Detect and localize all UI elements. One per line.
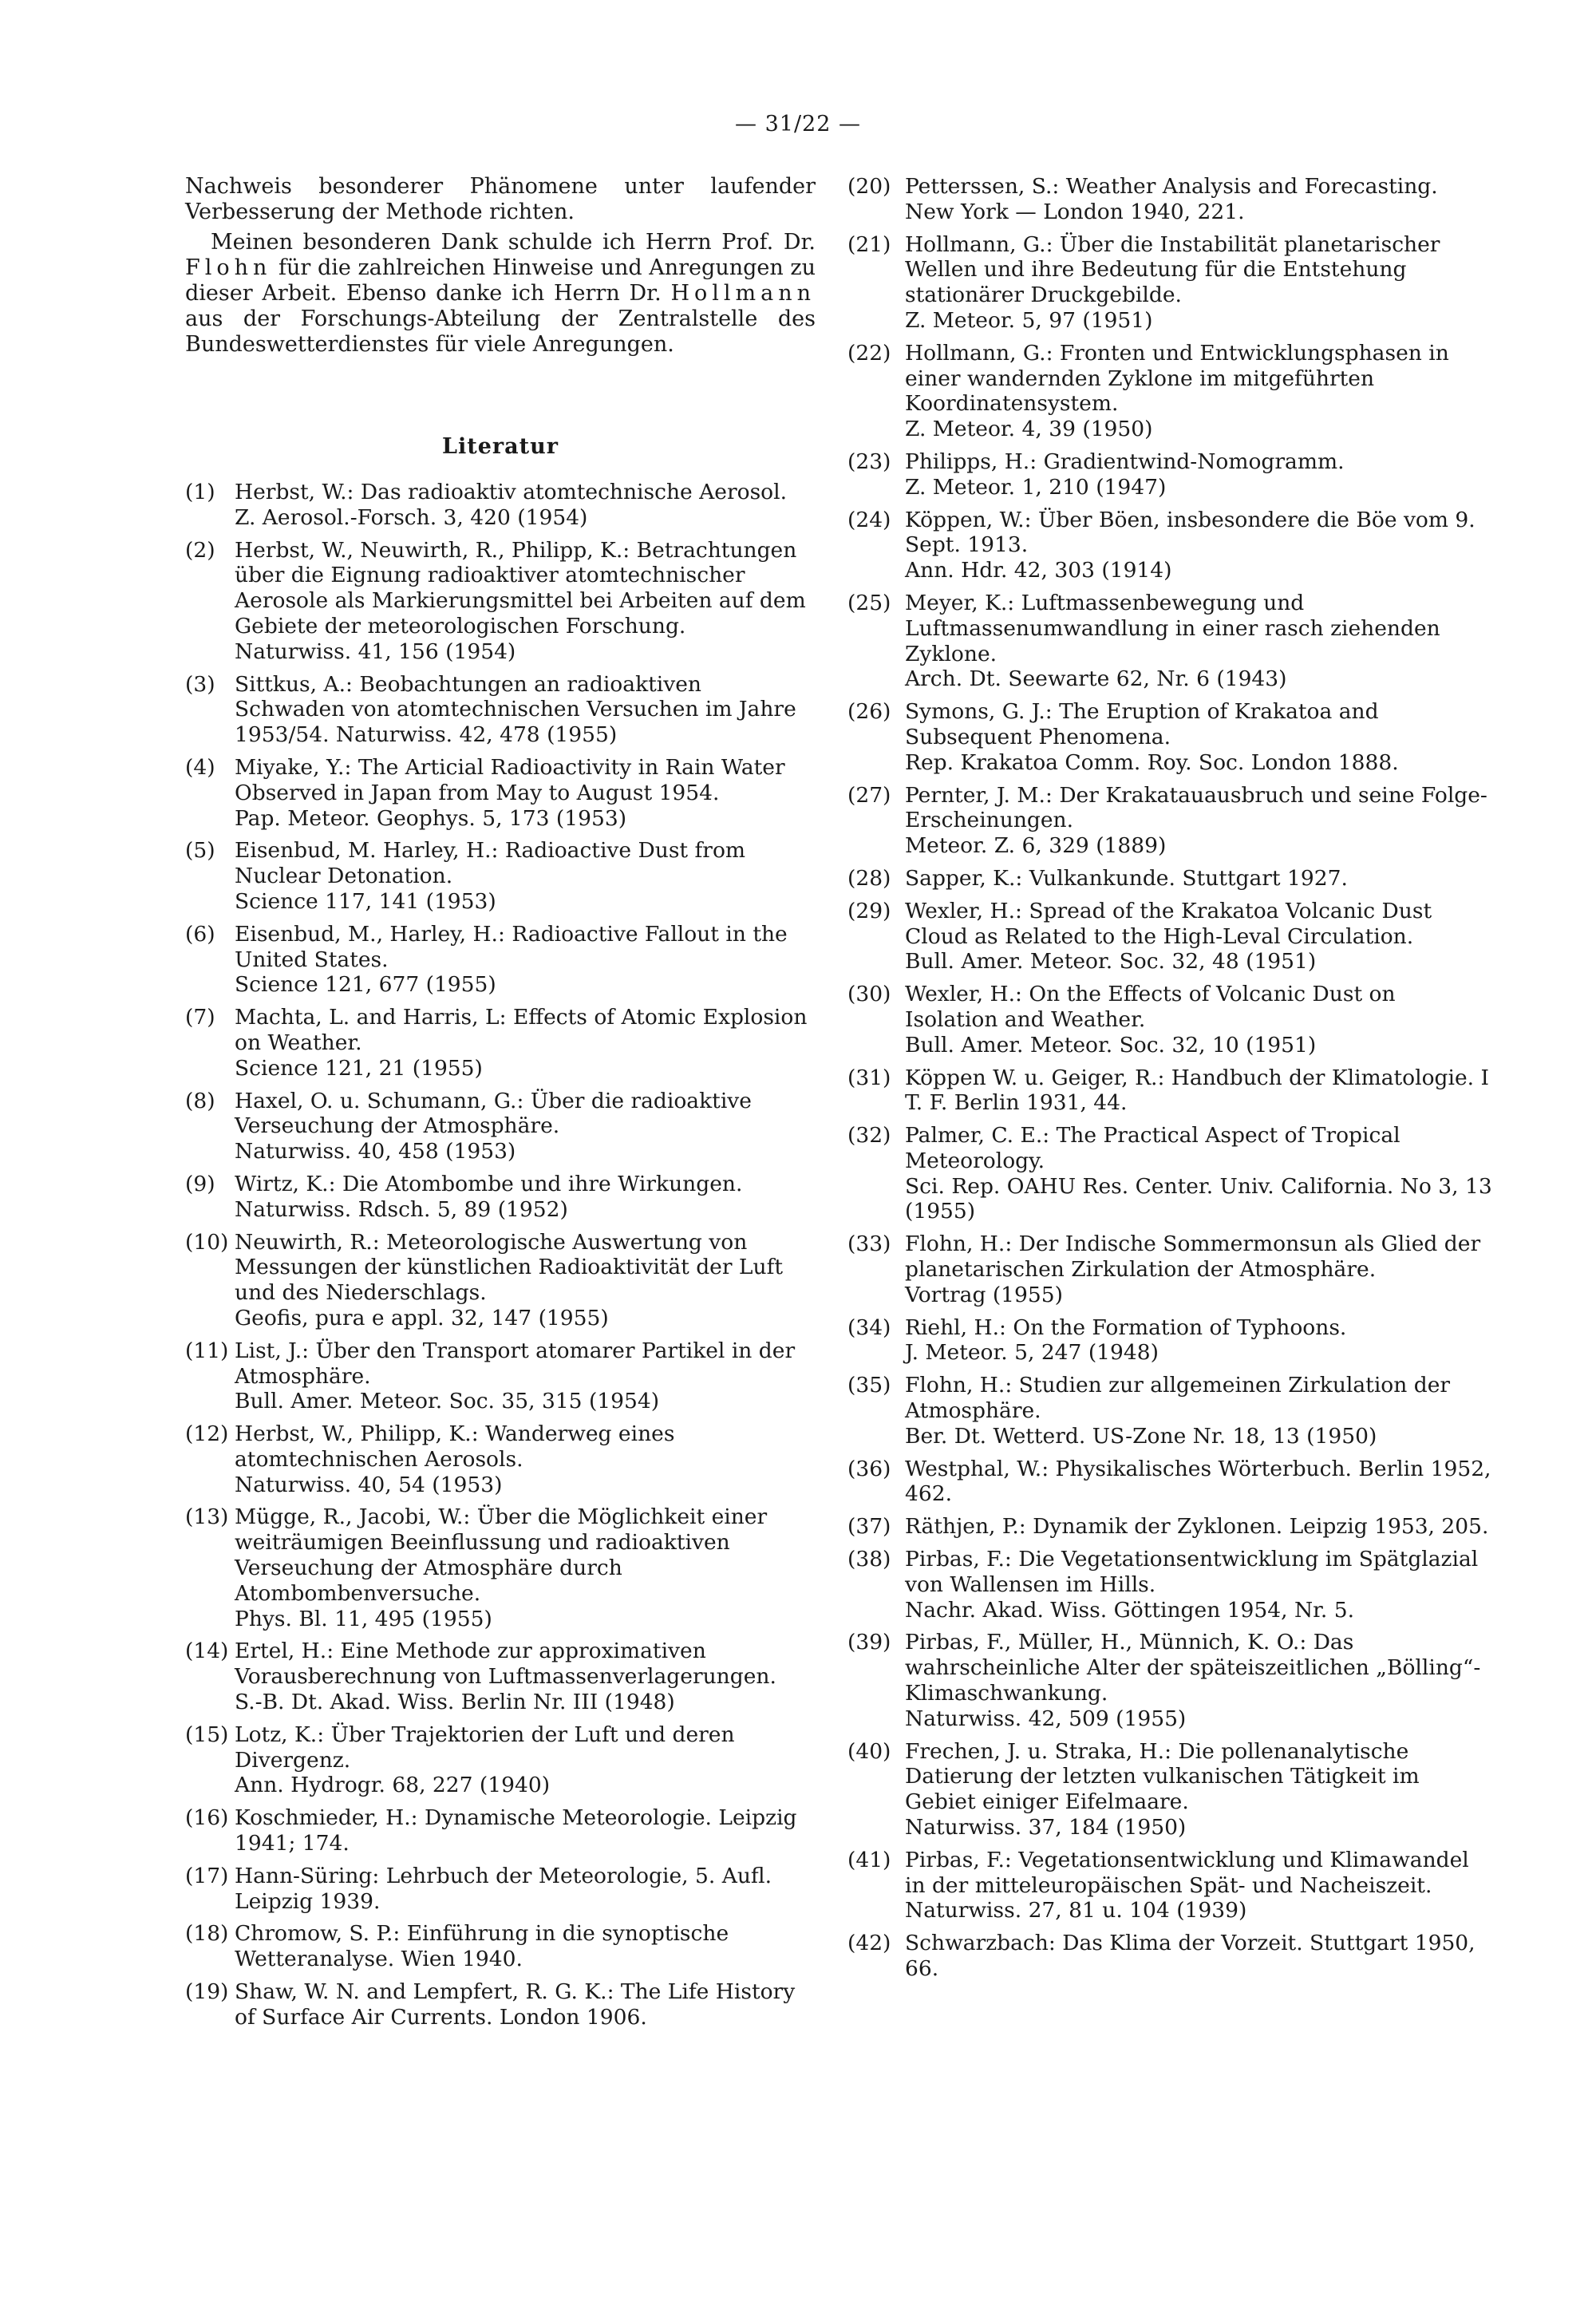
reference-item [847, 1457, 1492, 1508]
reference-number: (28) [847, 865, 891, 891]
reference-line: Koschmieder, H.: Dynamische Meteorologie. Leipzig 1941; 174. [235, 1805, 797, 1856]
reference-text [905, 449, 1492, 500]
reference-item [185, 1230, 816, 1331]
reference-item [847, 449, 1492, 500]
reference-line: Z. Meteor. 5, 97 (1951) [905, 307, 1153, 333]
reference-line: Köppen, W.: Über Böen, insbesondere die Böe vom 9. Sept. 1913. [905, 507, 1476, 558]
reference-text [905, 1065, 1492, 1117]
reference-item [185, 1421, 816, 1497]
right-column [847, 174, 1492, 1989]
reference-line: Ertel, H.: Eine Methode zur approximativen Vorausberechnung von Luftmassenverlagerungen. [235, 1639, 776, 1690]
reference-text [905, 1630, 1492, 1731]
reference-item [185, 838, 816, 914]
reference-text [235, 1421, 816, 1497]
reference-item [847, 1232, 1492, 1307]
reference-line: Sittkus, A.: Beobachtungen an radioaktiven Schwaden von atomtechnischen Versuchen im Jahre 1953/54. Naturwiss. 42, 478 (1955) [235, 671, 796, 748]
reference-text [235, 1722, 816, 1798]
reference-line: Pirbas, F., Müller, H., Münnich, K. O.: Das wahrscheinliche Alter der späteiszeitlichen „Bölling“-Klimaschwankung. [905, 1630, 1481, 1706]
reference-item [847, 508, 1492, 583]
reference-line: Naturwiss. 40, 54 (1953) [235, 1472, 503, 1497]
reference-item [847, 1630, 1492, 1731]
reference-number: (25) [847, 590, 891, 615]
reference-line: Herbst, W.: Das radioaktiv atomtechnische Aerosol. [235, 480, 788, 504]
reference-item [185, 1504, 816, 1631]
reference-number: (2) [185, 537, 215, 563]
reference-number: (9) [185, 1171, 215, 1196]
reference-text [905, 1123, 1492, 1224]
reference-text [905, 1547, 1492, 1623]
reference-number: (17) [185, 1863, 229, 1888]
reference-line: Philipps, H.: Gradientwind-Nomogramm. [905, 449, 1345, 474]
reference-text [235, 480, 816, 531]
reference-number: (27) [847, 782, 891, 808]
reference-text [905, 508, 1492, 583]
reference-line: Mügge, R., Jacobi, W.: Über die Möglichkeit einer weiträumigen Beeinflussung und radioaktiven Verseuchung der Atmosphäre durch Atombombenversuche. [235, 1504, 768, 1606]
reference-number: (13) [185, 1504, 229, 1530]
reference-line: Herbst, W., Philipp, K.: Wanderweg eines atomtechnischen Aerosols. [235, 1421, 675, 1472]
reference-line: Shaw, W. N. and Lempfert, R. G. K.: The Life History of Surface Air Currents. London 1906. [235, 1979, 796, 2030]
reference-number: (1) [185, 480, 215, 504]
reference-line: Pap. Meteor. Geophys. 5, 173 (1953) [235, 805, 627, 831]
reference-item [185, 1722, 816, 1798]
reference-text [235, 755, 816, 831]
reference-text [905, 699, 1492, 775]
reference-line: Riehl, H.: On the Formation of Typhoons. [905, 1315, 1347, 1340]
reference-text [235, 1805, 816, 1856]
reference-line: Wirtz, K.: Die Atombombe und ihre Wirkungen. [235, 1171, 743, 1196]
reference-line: Bull. Amer. Meteor. Soc. 32, 10 (1951) [905, 1032, 1317, 1058]
reference-number: (38) [847, 1547, 891, 1572]
reference-number: (19) [185, 1979, 229, 2005]
reference-item [847, 591, 1492, 692]
reference-text [905, 1514, 1492, 1540]
reference-line: Science 117, 141 (1953) [235, 888, 496, 914]
reference-text [905, 866, 1492, 892]
reference-item [847, 783, 1492, 859]
reference-number: (26) [847, 699, 891, 725]
reference-line: Rep. Krakatoa Comm. Roy. Soc. London 1888. [905, 749, 1399, 775]
reference-line: Pirbas, F.: Vegetationsentwicklung und Klimawandel in der mitteleuropäischen Spät- und Nacheiszeit. [905, 1847, 1469, 1898]
reference-number: (24) [847, 507, 891, 532]
reference-number: (35) [847, 1373, 891, 1398]
reference-item [185, 1979, 816, 2030]
reference-line: Naturwiss. 42, 509 (1955) [905, 1706, 1187, 1731]
reference-line: Pernter, J. M.: Der Krakatauausbruch und seine Folge-Erscheinungen. [905, 782, 1487, 833]
reference-number: (7) [185, 1005, 215, 1030]
reference-line: Ann. Hydrogr. 68, 227 (1940) [235, 1773, 551, 1798]
reference-number: (29) [847, 898, 891, 923]
reference-item [847, 982, 1492, 1058]
reference-number: (8) [185, 1088, 215, 1113]
reference-number: (37) [847, 1514, 891, 1540]
reference-item [847, 1514, 1492, 1540]
reference-number: (14) [185, 1639, 229, 1664]
reference-line: Naturwiss. 40, 458 (1953) [235, 1139, 516, 1164]
reference-text [235, 672, 816, 748]
reference-line: Meyer, K.: Luftmassenbewegung und Luftmassenumwandlung in einer rasch ziehenden Zyklone. [905, 590, 1440, 666]
reference-line: Schwarzbach: Das Klima der Vorzeit. Stuttgart 1950, 66. [905, 1931, 1476, 1981]
reference-text [905, 174, 1492, 225]
reference-text [905, 899, 1492, 975]
reference-number: (21) [847, 231, 891, 257]
reference-line: Meteor. Z. 6, 329 (1889) [905, 833, 1167, 859]
reference-item [185, 1338, 816, 1414]
reference-item [847, 1123, 1492, 1224]
reference-item [847, 699, 1492, 775]
reference-text [905, 1315, 1492, 1366]
reference-text [905, 1232, 1492, 1307]
reference-line: Bull. Amer. Meteor. Soc. 35, 315 (1954) [235, 1389, 660, 1414]
reference-number: (15) [185, 1722, 229, 1747]
reference-number: (33) [847, 1232, 891, 1257]
reference-line: Vortrag (1955) [905, 1282, 1063, 1307]
reference-line: Miyake, Y.: The Articial Radioactivity in Rain Water Observed in Japan from May to August 1954. [235, 754, 785, 805]
reference-item [185, 480, 816, 531]
reference-line: S.-B. Dt. Akad. Wiss. Berlin Nr. III (1948) [235, 1690, 675, 1715]
reference-line: Westphal, W.: Physikalisches Wörterbuch. Berlin 1952, 462. [905, 1456, 1491, 1507]
reference-item [847, 866, 1492, 892]
reference-item [847, 1373, 1492, 1449]
reference-item [185, 1639, 816, 1714]
reference-number: (42) [847, 1931, 891, 1956]
reference-item [847, 1848, 1492, 1923]
reference-text [235, 922, 816, 998]
reference-number: (20) [847, 174, 891, 199]
reference-number: (31) [847, 1065, 891, 1090]
reference-text [905, 591, 1492, 692]
reference-text [235, 538, 816, 665]
reference-text [235, 1921, 816, 1972]
reference-number: (11) [185, 1338, 229, 1363]
reference-text [905, 1739, 1492, 1840]
reference-line: Z. Meteor. 1, 210 (1947) [905, 474, 1167, 500]
reference-text [905, 1457, 1492, 1508]
reference-item [185, 672, 816, 748]
reference-item [185, 755, 816, 831]
reference-line: Ann. Hdr. 42, 303 (1914) [905, 558, 1172, 583]
reference-line: Hollmann, G.: Über die Instabilität planetarischer Wellen und ihre Bedeutung für die Entstehung stationärer Druckgebilde. [905, 231, 1440, 308]
left-column [185, 174, 816, 2038]
reference-line: Herbst, W., Neuwirth, R., Philipp, K.: Betrachtungen über die Eignung radioaktiver atomtechnischer Aerosole als Markierungsmittel bei Arbeiten auf dem Gebiete der meteorologischen Forschung. [235, 537, 806, 638]
literature-heading: Literatur [442, 434, 559, 459]
reference-text [235, 1172, 816, 1223]
reference-line: Köppen W. u. Geiger, R.: Handbuch der Klimatologie. I T. F. Berlin 1931, 44. [905, 1065, 1489, 1116]
reference-line: Flohn, H.: Studien zur allgemeinen Zirkulation der Atmosphäre. [905, 1373, 1451, 1424]
reference-number: (34) [847, 1315, 891, 1340]
reference-line: Palmer, C. E.: The Practical Aspect of Tropical Meteorology. [905, 1123, 1400, 1173]
reference-item [847, 232, 1492, 334]
reference-line: Petterssen, S.: Weather Analysis and Forecasting. New York — London 1940, 221. [905, 174, 1438, 224]
reference-text [235, 1230, 816, 1331]
reference-item [847, 174, 1492, 225]
reference-text [235, 1979, 816, 2030]
ack-text-c: aus der Forschungs-Abteilung der Zentralstelle des Bundeswetterdienstes für viele Anregungen. [185, 306, 816, 357]
reference-item [847, 899, 1492, 975]
reference-text [905, 232, 1492, 334]
ack-name-flohn: Flohn [185, 255, 272, 280]
reference-line: Eisenbud, M., Harley, H.: Radioactive Fallout in the United States. [235, 921, 788, 972]
reference-line: Z. Meteor. 4, 39 (1950) [905, 417, 1153, 442]
reference-item [185, 1805, 816, 1856]
reference-line: List, J.: Über den Transport atomarer Partikel in der Atmosphäre. [235, 1338, 796, 1389]
reference-number: (23) [847, 449, 891, 474]
reference-text [235, 1089, 816, 1164]
reference-item [185, 1864, 816, 1915]
reference-list-right [847, 174, 1492, 1982]
reference-line: Naturwiss. 27, 81 u. 104 (1939) [905, 1898, 1247, 1923]
reference-number: (32) [847, 1123, 891, 1148]
reference-line: Sci. Rep. OAHU Res. Center. Univ. California. No 3, 13 (1955) [905, 1173, 1492, 1224]
reference-line: Hann-Süring: Lehrbuch der Meteorologie, 5. Aufl. Leipzig 1939. [235, 1863, 772, 1914]
reference-text [235, 1504, 816, 1631]
ack-name-hollmann: Hollmann [670, 281, 816, 306]
reference-number: (6) [185, 921, 215, 947]
reference-text [905, 783, 1492, 859]
reference-line: Arch. Dt. Seewarte 62, Nr. 6 (1943) [905, 666, 1287, 692]
reference-line: Wexler, H.: On the Effects of Volcanic Dust on Isolation and Weather. [905, 982, 1396, 1032]
reference-item [185, 1921, 816, 1972]
reference-line: Naturwiss. 37, 184 (1950) [905, 1815, 1187, 1840]
reference-line: Neuwirth, R.: Meteorologische Auswertung von Messungen der künstlichen Radioaktivität der Luft und des Niederschlags. [235, 1229, 784, 1306]
reference-item [185, 538, 816, 665]
reference-text [905, 341, 1492, 442]
reference-line: Science 121, 21 (1955) [235, 1055, 483, 1081]
reference-line: Naturwiss. 41, 156 (1954) [235, 638, 516, 664]
reference-line: Chromow, S. P.: Einführung in die synoptische Wetteranalyse. Wien 1940. [235, 1921, 729, 1972]
reference-text [235, 1005, 816, 1081]
acknowledgement-paragraph [185, 230, 816, 358]
reference-item [185, 1172, 816, 1223]
reference-line: Räthjen, P.: Dynamik der Zyklonen. Leipzig 1953, 205. [905, 1514, 1489, 1540]
reference-line: Phys. Bl. 11, 495 (1955) [235, 1606, 492, 1631]
reference-number: (5) [185, 838, 215, 864]
reference-line: Ber. Dt. Wetterd. US-Zone Nr. 18, 13 (1950) [905, 1423, 1377, 1449]
reference-number: (16) [185, 1805, 229, 1831]
reference-text [905, 1931, 1492, 1982]
reference-text [905, 982, 1492, 1058]
reference-number: (39) [847, 1630, 891, 1655]
reference-text [905, 1848, 1492, 1923]
reference-line: Sapper, K.: Vulkankunde. Stuttgart 1927. [905, 865, 1348, 891]
reference-item [847, 1315, 1492, 1366]
reference-line: Nachr. Akad. Wiss. Göttingen 1954, Nr. 5. [905, 1597, 1355, 1623]
reference-line: Lotz, K.: Über Trajektorien der Luft und deren Divergenz. [235, 1722, 735, 1773]
ack-text-b: für die zahlreichen Hinweise und Anregungen zu dieser Arbeit. Ebenso danke ich Herrn Dr. [185, 255, 816, 306]
reference-item [847, 1739, 1492, 1840]
reference-item [847, 1547, 1492, 1623]
reference-item [185, 1005, 816, 1081]
reference-text [235, 1338, 816, 1414]
reference-text [235, 1639, 816, 1714]
reference-number: (3) [185, 671, 215, 697]
reference-number: (40) [847, 1738, 891, 1764]
reference-line: Haxel, O. u. Schumann, G.: Über die radioaktive Verseuchung der Atmosphäre. [235, 1088, 752, 1139]
reference-number: (30) [847, 982, 891, 1007]
reference-text [235, 838, 816, 914]
reference-line: Wexler, H.: Spread of the Krakatoa Volcanic Dust Cloud as Related to the High-Leval Circulation. [905, 898, 1432, 949]
intro-paragraph-1: Nachweis besonderer Phänomene unter laufender Verbesserung der Methode richten. [185, 174, 816, 224]
reference-line: Z. Aerosol.-Forsch. 3, 420 (1954) [235, 504, 588, 530]
reference-line: Machta, L. and Harris, L: Effects of Atomic Explosion on Weather. [235, 1005, 808, 1055]
reference-line: J. Meteor. 5, 247 (1948) [905, 1340, 1159, 1366]
page-number: — 31/22 — [735, 112, 861, 136]
reference-line: Symons, G. J.: The Eruption of Krakatoa and Subsequent Phenomena. [905, 699, 1379, 749]
reference-line: Science 121, 677 (1955) [235, 972, 496, 998]
reference-number: (22) [847, 340, 891, 366]
reference-item [185, 922, 816, 998]
reference-line: Eisenbud, M. Harley, H.: Radioactive Dust from Nuclear Detonation. [235, 838, 746, 889]
reference-number: (36) [847, 1456, 891, 1481]
reference-line: Flohn, H.: Der Indische Sommermonsun als Glied der planetarischen Zirkulation der Atmosphäre. [905, 1232, 1481, 1283]
reference-number: (12) [185, 1421, 229, 1447]
reference-text [235, 1864, 816, 1915]
reference-line: Pirbas, F.: Die Vegetationsentwicklung im Spätglazial von Wallensen im Hills. [905, 1547, 1479, 1597]
reference-text [905, 1373, 1492, 1449]
reference-item [185, 1089, 816, 1164]
reference-number: (18) [185, 1921, 229, 1947]
reference-number: (4) [185, 754, 215, 780]
reference-line: Hollmann, G.: Fronten und Entwicklungsphasen in einer wandernden Zyklone im mitgeführten Koordinatensystem. [905, 340, 1449, 417]
reference-item [847, 1931, 1492, 1982]
reference-list-left [185, 480, 816, 2030]
ack-text-a: Meinen besonderen Dank schulde ich Herrn Prof. Dr. [211, 230, 816, 255]
reference-line: Bull. Amer. Meteor. Soc. 32, 48 (1951) [905, 949, 1317, 975]
reference-line: Naturwiss. Rdsch. 5, 89 (1952) [235, 1196, 568, 1222]
reference-line: Geofis, pura e appl. 32, 147 (1955) [235, 1305, 609, 1330]
reference-item [847, 1065, 1492, 1117]
reference-number: (10) [185, 1229, 229, 1255]
reference-item [847, 341, 1492, 442]
reference-line: Frechen, J. u. Straka, H.: Die pollenanalytische Datierung der letzten vulkanischen Tätigkeit im Gebiet einiger Eifelmaare. [905, 1738, 1420, 1815]
reference-number: (41) [847, 1847, 891, 1872]
